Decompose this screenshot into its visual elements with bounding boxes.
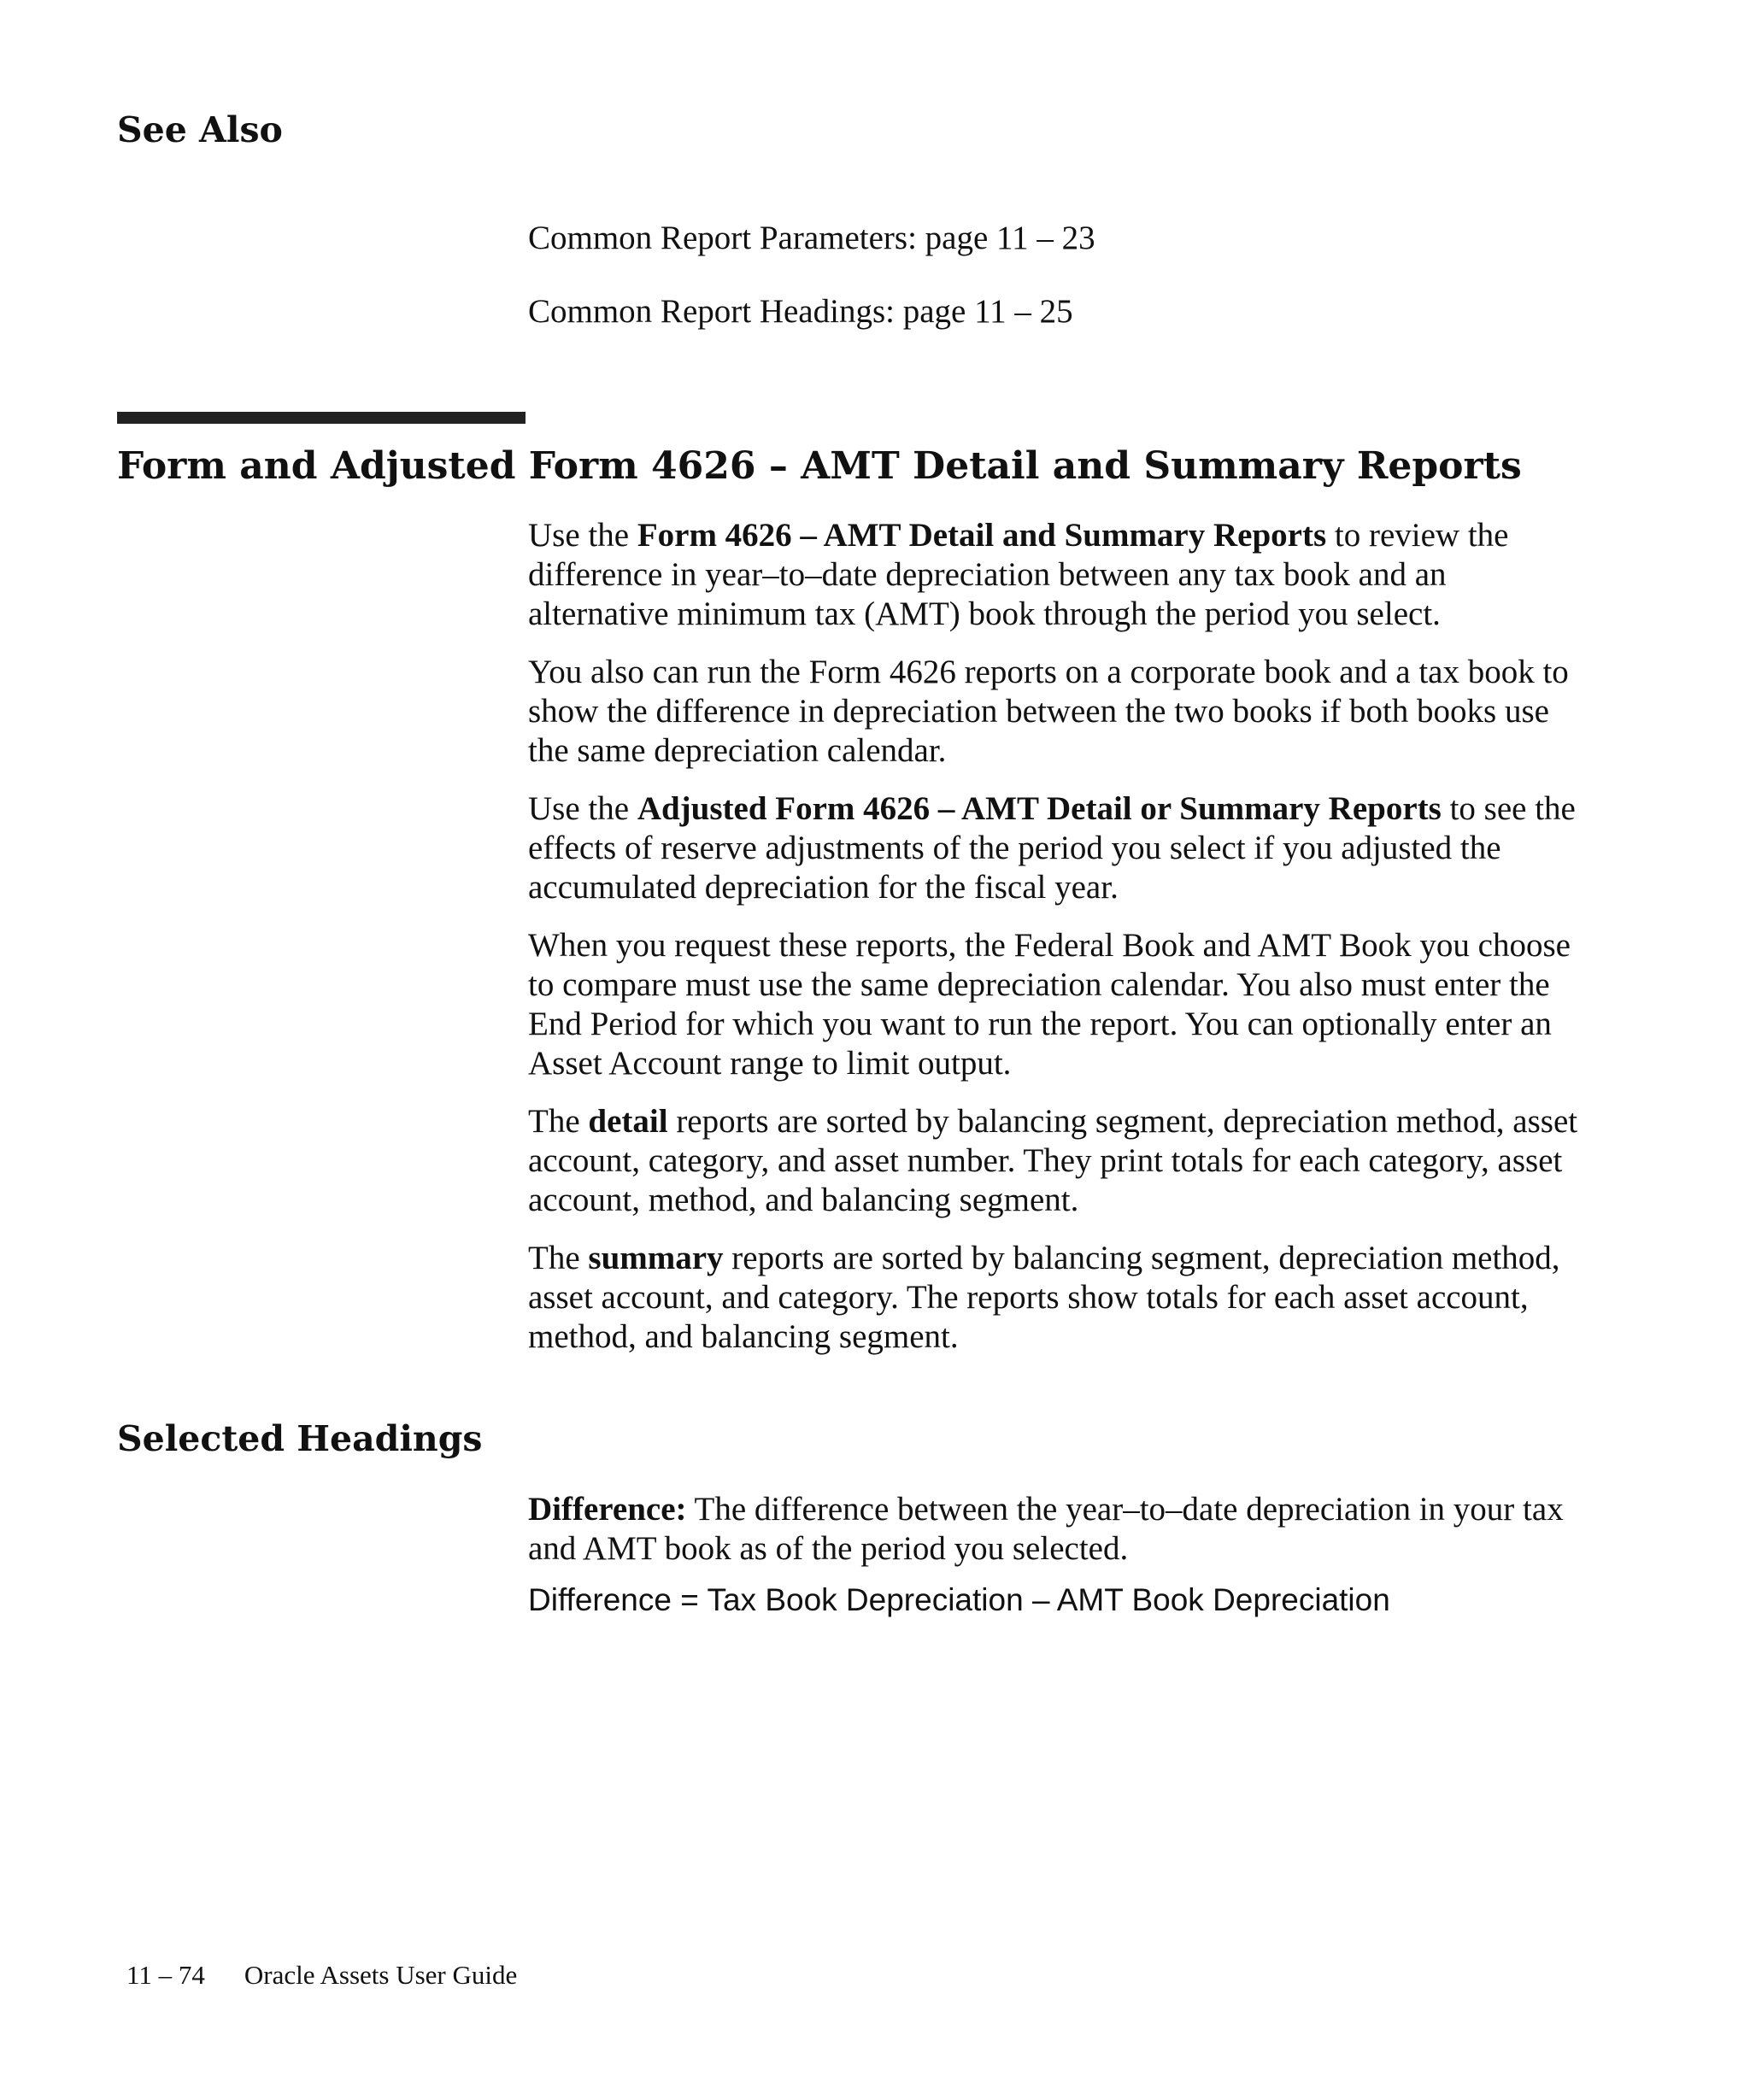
- paragraph-detail-post: reports are sorted by balancing segment, depreciation method, asset account, category, and asset number. They print totals for each category, asset account, method, and balancing segment.: [528, 1103, 1578, 1218]
- selected-headings-heading: Selected Headings: [117, 1418, 483, 1459]
- paragraph-adjusted: [528, 789, 1579, 907]
- section-rule: [117, 412, 526, 424]
- difference-formula: Difference = Tax Book Depreciation – AMT Book Depreciation: [528, 1582, 1390, 1617]
- see-also-heading: See Also: [117, 109, 283, 150]
- term-detail: detail: [588, 1103, 668, 1140]
- paragraph-intro: [528, 516, 1579, 634]
- report-name-form-4626: Form 4626 – AMT Detail and Summary Reports: [637, 517, 1327, 554]
- term-summary: summary: [588, 1240, 724, 1276]
- book-title: Oracle Assets User Guide: [244, 1960, 518, 1990]
- section-title: Form and Adjusted Form 4626 – AMT Detail and Summary Reports: [117, 444, 1522, 488]
- page-footer: [126, 1960, 517, 1991]
- paragraph-corporate-book: You also can run the Form 4626 reports on a corporate book and a tax book to show the difference in depreciation between the two books if both books use the same depreciation calendar.: [528, 654, 1569, 769]
- paragraph-intro-post: to review the difference in year–to–date depreciation between any tax book and an alternative minimum tax (AMT) book through the period you select.: [528, 517, 1509, 632]
- paragraph-summary: [528, 1239, 1579, 1357]
- paragraph-intro-pre: Use the: [528, 517, 637, 554]
- paragraph-detail-pre: The: [528, 1103, 589, 1140]
- section-body: [528, 516, 1579, 1376]
- term-difference: Difference:: [528, 1491, 687, 1528]
- page-number: 11 – 74: [126, 1960, 205, 1990]
- see-also-link-parameters[interactable]: Common Report Parameters: page 11 – 23: [528, 220, 1095, 256]
- paragraph-summary-post: reports are sorted by balancing segment, depreciation method, asset account, and category. The reports show totals for each asset account, method, and balancing segment.: [528, 1240, 1560, 1355]
- difference-definition: [528, 1490, 1579, 1569]
- paragraph-adjusted-post: to see the effects of reserve adjustments of the period you select if you adjusted the accumulated depreciation for the fiscal year.: [528, 790, 1576, 906]
- paragraph-summary-pre: The: [528, 1240, 589, 1276]
- see-also-link-headings[interactable]: Common Report Headings: page 11 – 25: [528, 293, 1073, 330]
- difference-definition-text: The difference between the year–to–date depreciation in your tax and AMT book as of the period you selected.: [528, 1491, 1564, 1567]
- selected-headings-body: [528, 1490, 1579, 1587]
- paragraph-detail: [528, 1102, 1579, 1220]
- paragraph-request: When you request these reports, the Federal Book and AMT Book you choose to compare must use the same depreciation calendar. You also must enter the End Period for which you want to run the report. You can optionally enter an Asset Account range to limit output.: [528, 927, 1571, 1082]
- report-name-adjusted-form-4626: Adjusted Form 4626 – AMT Detail or Summary Reports: [637, 790, 1442, 827]
- paragraph-adjusted-pre: Use the: [528, 790, 637, 827]
